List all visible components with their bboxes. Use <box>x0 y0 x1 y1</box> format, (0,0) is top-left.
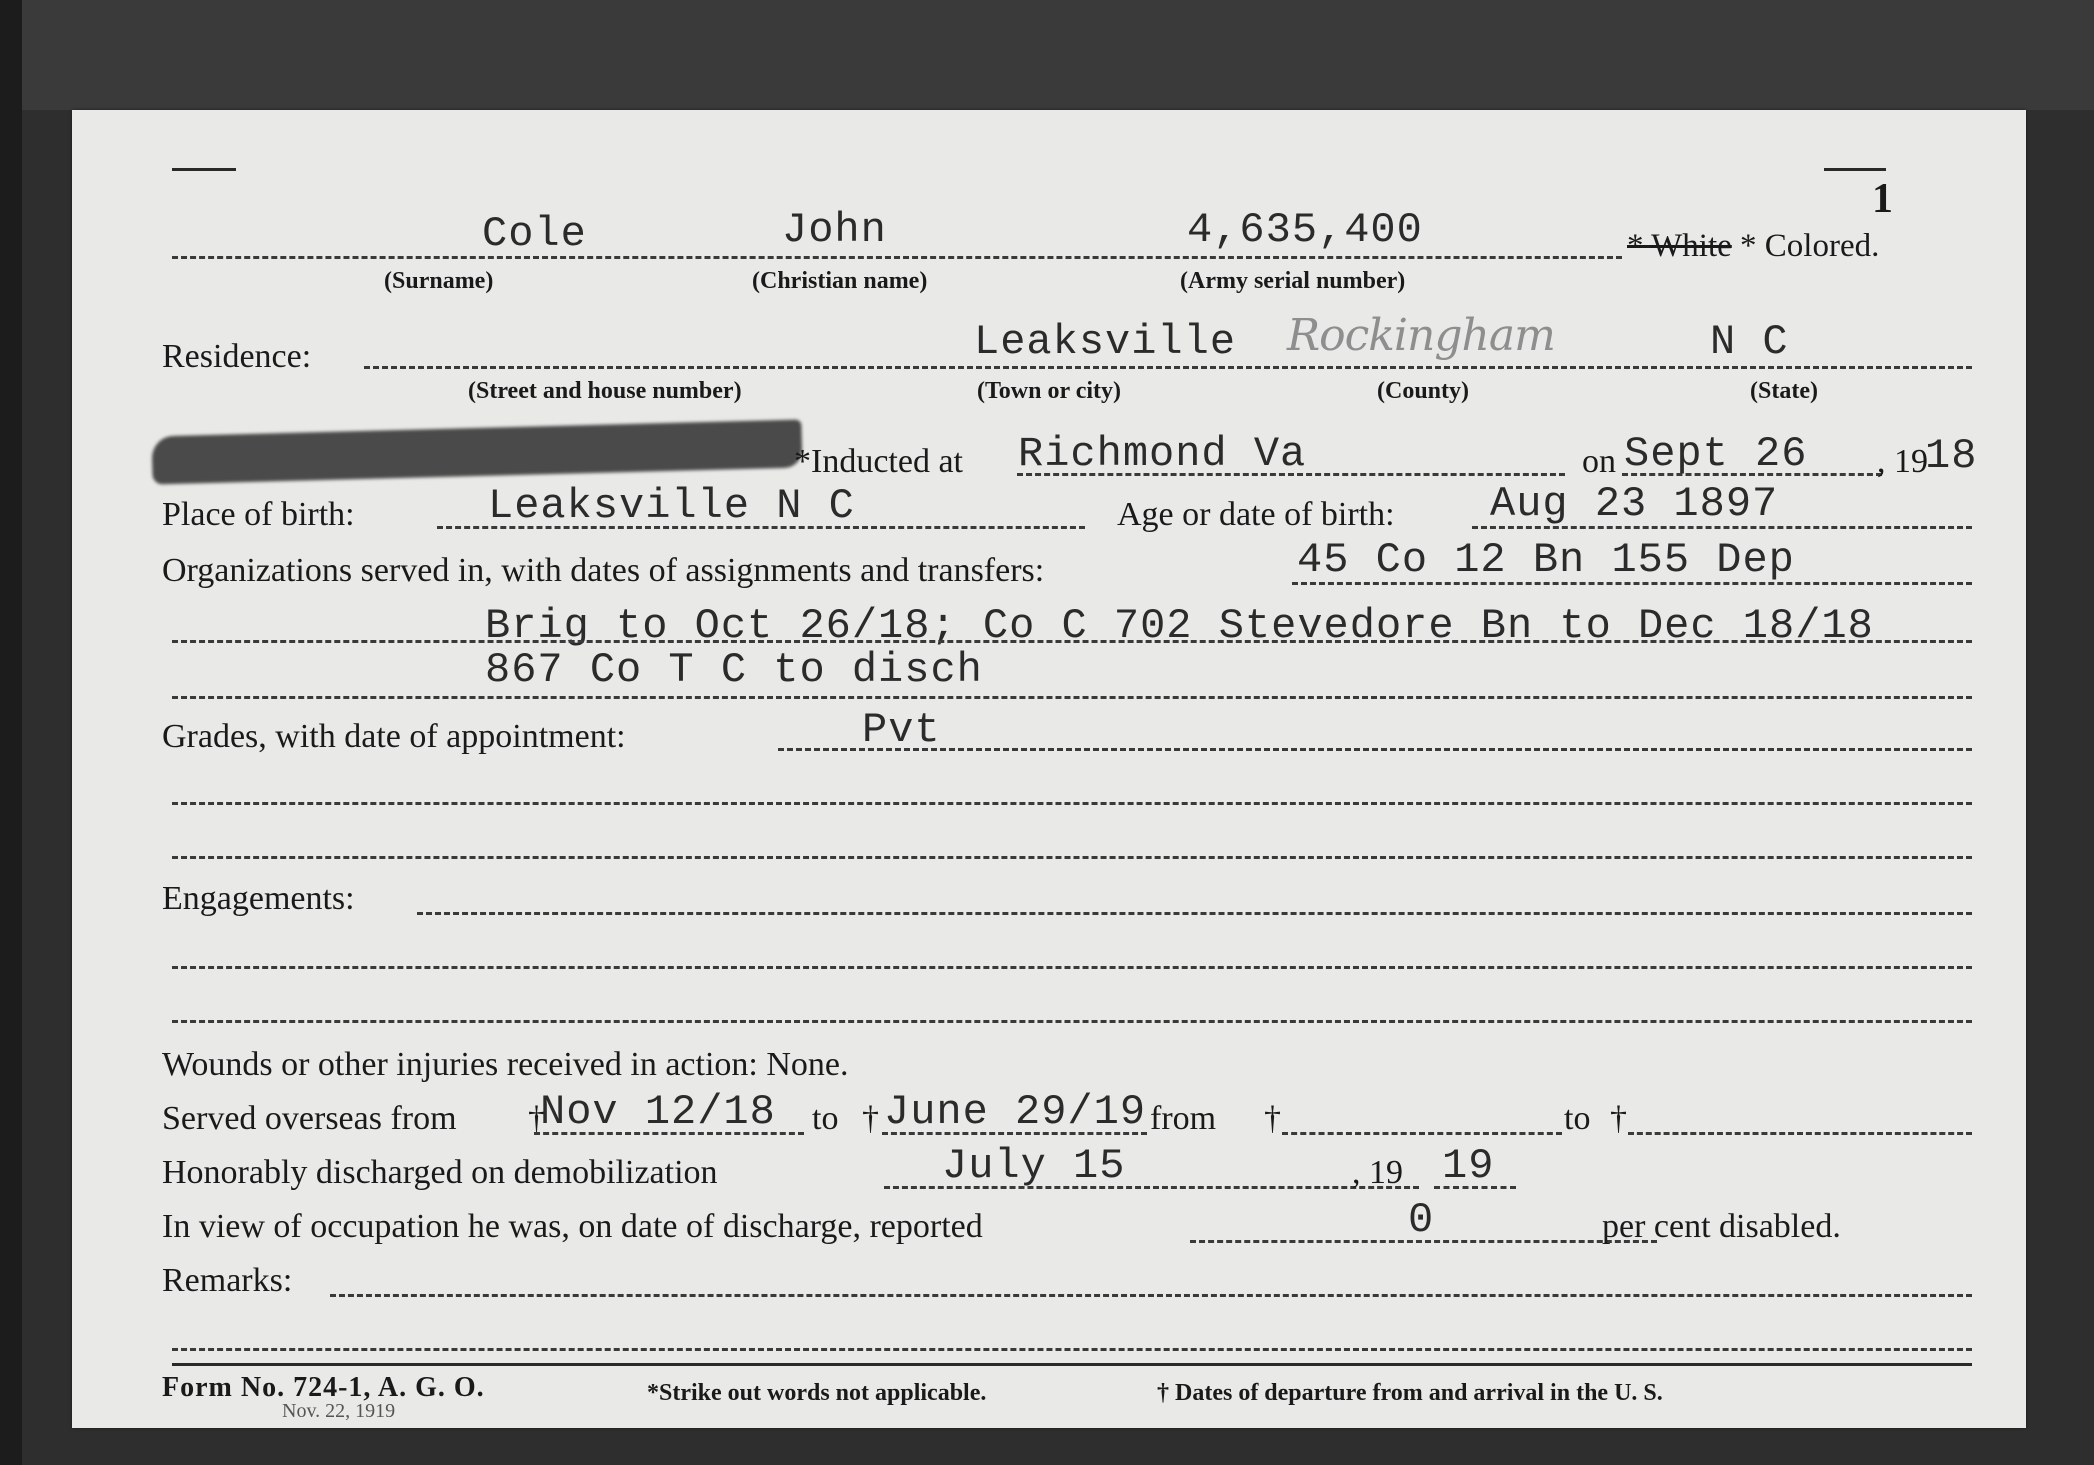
race-separator: * <box>1731 228 1757 264</box>
surname-caption: (Surname) <box>384 268 494 294</box>
engagements-rule-2 <box>172 966 1972 969</box>
name-line <box>172 256 1622 259</box>
overseas-from-value: Nov 12/18 <box>540 1088 776 1136</box>
remarks-rule-1 <box>330 1294 1972 1297</box>
race-white: * White <box>1627 228 1732 264</box>
wounds-label: Wounds or other injuries received in action: <box>162 1046 758 1083</box>
inducted-place: Richmond Va <box>1018 430 1307 478</box>
grades-rule-1 <box>778 748 1972 751</box>
corner-rule <box>1824 168 1886 171</box>
engagements-label: Engagements: <box>162 880 355 917</box>
birth-place-label: Place of birth: <box>162 496 355 533</box>
inducted-date-line <box>1622 473 1882 476</box>
engagements-rule-3 <box>172 1020 1972 1023</box>
footer-rule <box>172 1363 1972 1366</box>
birth-place-line <box>437 526 1085 529</box>
overseas-to2-label: to <box>1564 1100 1591 1137</box>
grades-rule-2 <box>172 802 1972 805</box>
engagements-rule-1 <box>417 912 1972 915</box>
christian-caption: (Christian name) <box>752 268 928 294</box>
county-caption: (County) <box>1377 378 1470 404</box>
overseas-dagger-3: † <box>1264 1100 1281 1137</box>
service-card <box>72 110 2026 1428</box>
disability-suffix: per cent disabled. <box>1602 1208 1841 1245</box>
christian-name-value: John <box>782 206 887 254</box>
overseas-to2-line <box>1628 1132 1972 1135</box>
grades-value: Pvt <box>862 706 941 754</box>
overseas-dagger-2: † <box>862 1100 879 1137</box>
inducted-year: 18 <box>1925 432 1978 480</box>
grades-label: Grades, with date of appointment: <box>162 718 626 755</box>
scan-edge <box>0 0 22 1465</box>
serial-caption: (Army serial number) <box>1180 268 1406 294</box>
residence-town: Leaksville <box>974 318 1237 366</box>
inducted-line <box>1017 473 1565 476</box>
overseas-label: Served overseas from <box>162 1100 457 1137</box>
birth-date-value: Aug 23 1897 <box>1490 480 1779 528</box>
scan-background <box>0 0 2094 110</box>
discharge-year-prefix: , 19 <box>1352 1154 1403 1191</box>
surname-value: Cole <box>482 210 587 258</box>
organizations-line3: 867 Co T C to disch <box>485 646 983 694</box>
organizations-line1: 45 Co 12 Bn 155 Dep <box>1297 536 1795 584</box>
overseas-to-line <box>882 1132 1147 1135</box>
discharge-year: 19 <box>1442 1142 1495 1190</box>
discharge-label: Honorably discharged on demobilization <box>162 1154 718 1191</box>
organizations-rule-3 <box>172 696 1972 699</box>
inducted-date: Sept 26 <box>1624 430 1808 478</box>
overseas-from2-line <box>1282 1132 1562 1135</box>
birth-place-value: Leaksville N C <box>488 482 855 530</box>
grades-rule-3 <box>172 856 1972 859</box>
discharge-date: July 15 <box>942 1142 1126 1190</box>
inducted-label: *Inducted at <box>794 443 963 480</box>
dagger-note: † Dates of departure from and arrival in the U. S. <box>1157 1380 1663 1406</box>
street-caption: (Street and house number) <box>468 378 742 404</box>
organizations-rule-2 <box>172 640 1972 643</box>
disability-line <box>1190 1240 1657 1243</box>
wounds-field <box>162 1046 849 1084</box>
overseas-to-label: to <box>812 1100 839 1137</box>
race-field <box>1627 228 1879 265</box>
organizations-label: Organizations served in, with dates of assignments and transfers: <box>162 552 1045 589</box>
residence-label: Residence: <box>162 338 312 375</box>
residence-county: Rockingham <box>1287 310 1555 361</box>
corner-rule <box>172 168 236 171</box>
discharge-line <box>884 1186 1419 1189</box>
age-label: Age or date of birth: <box>1117 496 1395 533</box>
form-date: Nov. 22, 1919 <box>282 1400 396 1422</box>
organizations-rule-1 <box>1292 582 1972 585</box>
inducted-on-label: on <box>1582 443 1616 480</box>
overseas-from-line <box>534 1132 804 1135</box>
overseas-from2-label: from <box>1150 1100 1217 1137</box>
overseas-to-value: June 29/19 <box>884 1088 1147 1136</box>
town-caption: (Town or city) <box>977 378 1121 404</box>
form-number: Form No. 724-1, A. G. O. <box>162 1372 485 1403</box>
serial-number-value: 4,635,400 <box>1187 206 1423 254</box>
disability-value: 0 <box>1408 1196 1435 1244</box>
residence-line <box>364 366 1972 369</box>
birth-date-line <box>1472 526 1972 529</box>
remarks-rule-2 <box>172 1348 1972 1351</box>
state-caption: (State) <box>1750 378 1818 404</box>
remarks-label: Remarks: <box>162 1262 293 1299</box>
race-colored: Colored. <box>1764 228 1880 264</box>
discharge-year-line <box>1434 1186 1516 1189</box>
overseas-dagger-4: † <box>1610 1100 1627 1137</box>
strike-note: *Strike out words not applicable. <box>647 1380 987 1406</box>
wounds-value: None. <box>766 1046 849 1083</box>
inducted-year-prefix: , 19 <box>1877 443 1928 480</box>
overseas-dagger: † <box>528 1100 545 1137</box>
card-number: 1 <box>1872 176 1893 222</box>
disability-label: In view of occupation he was, on date of discharge, reported <box>162 1208 983 1245</box>
ink-smudge <box>151 420 802 485</box>
organizations-line2: Brig to Oct 26/18; Co C 702 Stevedore Bn to Dec 18/18 <box>485 602 1874 650</box>
residence-state: N C <box>1710 318 1789 366</box>
